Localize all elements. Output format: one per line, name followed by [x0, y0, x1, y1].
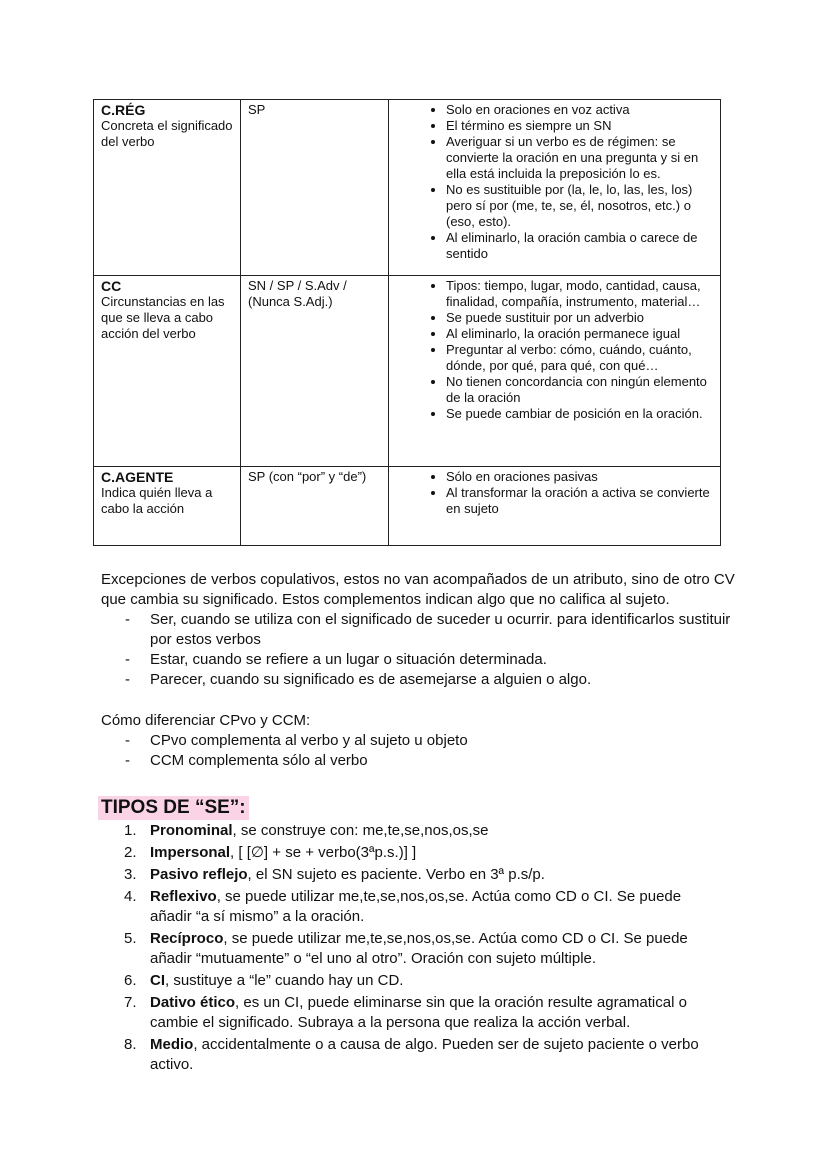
complement-cell [94, 100, 241, 276]
bullet-point: • Al eliminarlo, la oración cambia o carece de sentido [446, 230, 713, 262]
points-cell [389, 467, 721, 546]
list-item: - Estar, cuando se refiere a un lugar o situación determinada. [101, 650, 741, 670]
form-cell: SP (con “por” y “de”) [241, 467, 389, 546]
se-type-term: Impersonal [150, 844, 231, 861]
bullet-point: • Preguntar al verbo: cómo, cuándo, cuánto, dónde, por qué, para qué, con qué… [446, 342, 713, 374]
complement-cell [94, 467, 241, 546]
se-type-item [101, 865, 721, 885]
complement-name: C.RÉG [101, 102, 146, 118]
se-type-term: CI [150, 972, 165, 989]
item-number: 3. [124, 866, 137, 883]
list-item: - CPvo complementa al verbo y al sujeto u objeto [101, 731, 741, 751]
se-type-text: , se construye con: me,te,se,nos,os,se [232, 822, 489, 839]
cpvo-section [101, 711, 741, 771]
se-type-term: Recíproco [150, 930, 224, 947]
table-row [94, 276, 721, 467]
item-number: 1. [124, 822, 137, 839]
se-type-term: Pasivo reflejo [150, 866, 248, 883]
bullet-point: • Tipos: tiempo, lugar, modo, cantidad, causa, finalidad, compañía, instrumento, material… [446, 278, 713, 310]
se-type-term: Reflexivo [150, 888, 217, 905]
se-type-item [101, 843, 721, 863]
points-cell [389, 276, 721, 467]
exceptions-intro: Excepciones de verbos copulativos, estos no van acompañados de un atributo, sino de otro CV que cambia su significado. Estos complementos indican algo que no califica al sujeto. [101, 571, 735, 608]
bullet-point: • El término es siempre un SN [446, 118, 713, 134]
se-type-text: , es un CI, puede eliminarse sin que la oración resulte agramatical o cambie el significado. Subraya a la persona que realiza la acción verbal. [150, 994, 687, 1031]
list-item: - Parecer, cuando su significado es de asemejarse a alguien o algo. [101, 670, 741, 690]
bullet-point: • Sólo en oraciones pasivas [446, 469, 713, 485]
se-type-item [101, 971, 721, 991]
se-type-item [101, 821, 721, 841]
bullet-point: • No es sustituible por (la, le, lo, las, les, los) pero sí por (me, te, se, él, nosotros, etc.) o (eso, esto). [446, 182, 713, 230]
se-types-list [101, 821, 721, 1077]
complement-name: C.AGENTE [101, 469, 174, 485]
complement-description: Concreta el significado del verbo [101, 118, 233, 149]
cpvo-intro: Cómo diferenciar CPvo y CCM: [101, 712, 311, 729]
bullet-point: • Solo en oraciones en voz activa [446, 102, 713, 118]
bullet-point: • Al transformar la oración a activa se convierte en sujeto [446, 485, 713, 517]
se-type-item [101, 929, 721, 969]
se-type-text: , se puede utilizar me,te,se,nos,os,se. Actúa como CD o CI. Se puede añadir “mutuamente” o “el uno al otro”. Oración con sujeto múltiple. [150, 930, 688, 967]
form-cell: SN / SP / S.Adv / (Nunca S.Adj.) [241, 276, 389, 467]
se-heading: TIPOS DE “SE”: [98, 796, 249, 820]
list-item: - CCM complementa sólo al verbo [101, 751, 741, 771]
exceptions-section [101, 570, 741, 690]
bullet-point: • Al eliminarlo, la oración permanece igual [446, 326, 713, 342]
se-type-term: Pronominal [150, 822, 233, 839]
se-type-item [101, 993, 721, 1033]
se-type-text: , [ [∅] + se + verbo(3ªp.s.)] ] [230, 844, 417, 861]
complements-table [93, 99, 721, 546]
complement-name: CC [101, 278, 122, 294]
se-type-text: , sustituye a “le” cuando hay un CD. [165, 972, 404, 989]
item-number: 6. [124, 972, 137, 989]
se-type-text: , el SN sujeto es paciente. Verbo en 3ª p.s/p. [247, 866, 545, 883]
se-type-item [101, 1035, 721, 1075]
se-type-text: , accidentalmente o a causa de algo. Pueden ser de sujeto paciente o verbo activo. [150, 1036, 699, 1073]
se-type-term: Dativo ético [150, 994, 236, 1011]
item-number: 8. [124, 1036, 137, 1053]
se-type-text: , se puede utilizar me,te,se,nos,os,se. Actúa como CD o CI. Se puede añadir “a sí mismo” a la oración. [150, 888, 682, 925]
complement-description: Indica quién lleva a cabo la acción [101, 485, 213, 516]
list-item: - Ser, cuando se utiliza con el significado de suceder u ocurrir. para identificarlos sustituir por estos verbos [101, 610, 741, 650]
se-type-item [101, 887, 721, 927]
se-type-term: Medio [150, 1036, 194, 1053]
bullet-point: • Se puede cambiar de posición en la oración. [446, 406, 713, 422]
item-number: 7. [124, 994, 137, 1011]
complement-cell [94, 276, 241, 467]
form-cell: SP [241, 100, 389, 276]
table-row [94, 100, 721, 276]
bullet-point: • Se puede sustituir por un adverbio [446, 310, 713, 326]
complement-description: Circunstancias en las que se lleva a cabo acción del verbo [101, 294, 225, 341]
item-number: 5. [124, 930, 137, 947]
bullet-point: • No tienen concordancia con ningún elemento de la oración [446, 374, 713, 406]
points-cell [389, 100, 721, 276]
bullet-point: • Averiguar si un verbo es de régimen: se convierte la oración en una pregunta y si en ella está incluida la preposición lo es. [446, 134, 713, 182]
table-row [94, 467, 721, 546]
item-number: 2. [124, 844, 137, 861]
item-number: 4. [124, 888, 137, 905]
